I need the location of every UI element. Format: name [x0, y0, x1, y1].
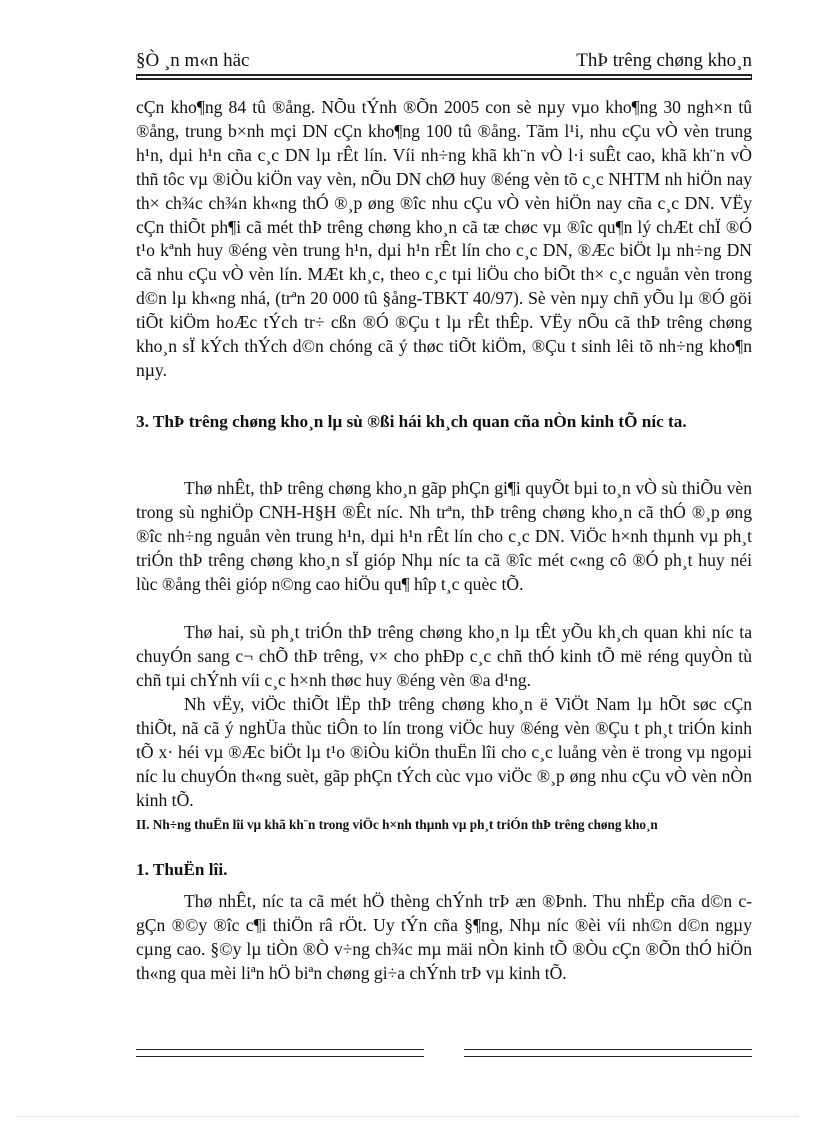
paragraph-first-reason: Thø nhÊt, thÞ trêng chøng kho¸n gãp phÇn gi¶i quyÕt bµi to¸n vÒ sù thiÕu vèn trong sù nghiÖp CNH-H§H ®Êt níc. Nh trªn, thÞ trêng chøng kho¸n cã thÓ ®¸p øng ®îc nh÷ng nguån vèn trung h¹n, dµi h¹n rÊt lín cho c¸c DN. ViÖc h×nh thµnh vµ ph¸t triÓn thÞ trêng chøng kho¸n sÏ gióp Nhµ níc ta cã ®îc mét c«ng cô ®Ó ph¸t huy néi lùc ®ång thêi gióp n©ng cao hiÖu qu¶ hîp t¸c quèc tÕ. [136, 478, 752, 594]
paragraph-capital-needs: cÇn kho¶ng 84 tû ®ång. NÕu tÝnh ®Õn 2005 con sè nµy vµo kho¶ng 30 ngh×n tû ®ång, trung b×nh mçi DN cÇn kho¶ng 100 tû ®ång. Tãm l¹i, nhu cÇu vÒ vèn trung h¹n, dµi h¹n cña c¸c DN lµ rÊt lín. Víi nh÷ng khã kh¨n vÒ l·i suÊt cao, khã kh¨n vÒ thñ tôc vµ ®iÒu kiÖn vay vèn, nÕu DN chØ huy ®éng vèn tõ c¸c NHTM nh hiÖn nay th× ch¾c ch¾n kh«ng thÓ ®¸p øng ®îc nhu cÇu vÒ vèn hiÖn nay cña c¸c DN. VËy cÇn thiÕt ph¶i cã mét thÞ trêng chøng kho¸n cã tæ chøc vµ ®îc qu¶n lý chÆt chÏ ®Ó t¹o kªnh huy ®éng vèn trung h¹n, dµi h¹n rÊt lín cho c¸c DN, ®Æc biÖt lµ nh÷ng DN cã nhu cÇu vÒ vèn lín. MÆt kh¸c, theo c¸c tµi liÖu cho biÕt th× c¸c nguån vèn trong d©n lµ kh«ng nhá, (trªn 20 000 tû §ång-TBKT 40/97). Sè vèn nµy chñ yÕu lµ ®Ó göi tiÕt kiÖm hoÆc tÝch tr÷ cßn ®Ó ®Çu t lµ rÊt thÊp. VËy nÕu cã thÞ trêng chøng kho¸n sÏ kÝch thÝch d©n chóng cã ý thøc tiÕt kiÖm, ®Çu t sinh lêi tõ nh÷ng kho¶n nµy. [136, 97, 752, 380]
paragraph-second-reason: Thø hai, sù ph¸t triÓn thÞ trêng chøng kho¸n lµ tÊt yÕu kh¸ch quan khi níc ta chuyÓn sang c¬ chÕ thÞ trêng, v× cho phÐp c¸c chñ thÓ kinh tÕ më réng quyÒn tù chñ tµi chÝnh víi c¸c h×nh thøc huy ®éng vèn ®a d¹ng. [136, 622, 752, 690]
page-bottom-dotted-line [18, 1116, 798, 1117]
section-heading-II: II. Nh÷ng thuËn lîi vµ khã kh¨n trong viÖc h×nh thµnh vµ ph¸t triÓn thÞ trêng chøng kho¸n [136, 817, 658, 832]
header-topic-title: ThÞ trêng chøng kho¸n [576, 50, 752, 71]
subsection-heading-advantages: 1. ThuËn lîi. [136, 860, 228, 879]
paragraph-advantages: Thø nhÊt, níc ta cã mét hÖ thèng chÝnh trÞ æn ®Þnh. Thu nhËp cña d©n c gÇn ®©y ®îc c¶i thiÖn râ rÖt. Uy tÝn cña §¶ng, Nhµ níc ®èi víi nh©n d©n ngµy cµng cao. §©y lµ tiÒn ®Ò v÷ng ch¾c mµ mäi nÒn kinh tÕ ®Òu cÇn ®Õn thÓ hiÖn th«ng qua mèi liªn hÖ biªn chøng gi÷a chÝnh trÞ vµ kinh tÕ. [136, 891, 752, 983]
footer-rule-right [464, 1049, 752, 1057]
footer-rule-left [136, 1049, 424, 1057]
header-course-title: §Ò ¸n m«n häc [136, 50, 250, 71]
section-heading-3: 3. ThÞ trêng chøng kho¸n lµ sù ®ßi hái kh¸ch quan cña nÒn kinh tÕ níc ta. [136, 412, 687, 431]
paragraph-conclusion: Nh vËy, viÖc thiÕt lËp thÞ trêng chøng kho¸n ë ViÖt Nam lµ hÕt søc cÇn thiÕt, nã cã ý nghÜa thùc tiÔn to lín trong viÖc huy ®éng vèn ®Çu t ph¸t triÓn kinh tÕ x· héi vµ ®Æc biÖt lµ t¹o ®iÒu kiÖn thuËn lîi cho c¸c luång vèn ë trong vµ ngoµi níc lu chuyÓn th«ng suèt, gãp phÇn tÝch cùc vµo viÖc ®¸p øng nhu cÇu vÒ vèn nÒn kinh tÕ. [136, 694, 752, 810]
page-header [136, 48, 752, 76]
